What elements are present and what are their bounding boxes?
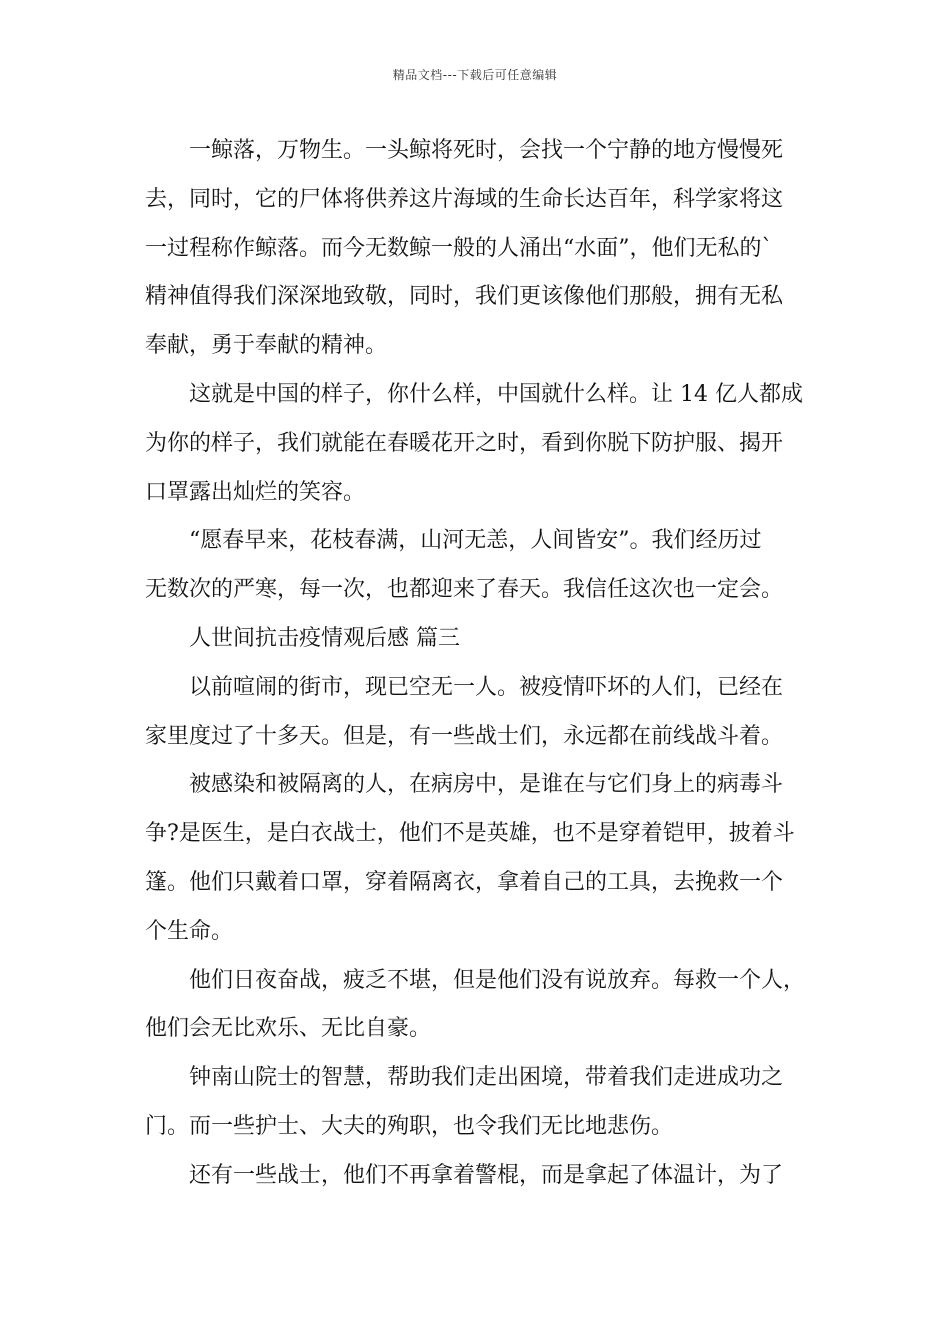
text-line: 钟南山院士的智慧，帮助我们走出困境，带着我们走进成功之 [189, 1065, 784, 1091]
section-heading: 人世间抗击疫情观后感 篇三 [189, 625, 460, 651]
text-line: 还有一些战士，他们不再拿着警棍，而是拿起了体温计，为了 [189, 1162, 784, 1188]
text-line: 被感染和被隔离的人，在病房中，是谁在与它们身上的病毒斗 [189, 772, 784, 798]
text-line: 无数次的严寒，每一次，也都迎来了春天。我信任这次也一定会。 [145, 577, 784, 603]
document-body [145, 127, 813, 1201]
text-line: 门。而一些护士、大夫的殉职，也令我们无比地悲伤。 [145, 1113, 674, 1139]
text-line: “愿春早来，花枝春满，山河无恙，人间皆安”。我们经历过 [189, 528, 762, 554]
page-header: 精品文档---下载后可任意编辑 [392, 68, 558, 82]
text-line: 以前喧闹的街市，现已空无一人。被疫情吓坏的人们，已经在 [189, 674, 784, 700]
text-line: 个生命。 [145, 918, 234, 944]
text-line: 他们会无比欢乐、无比自豪。 [145, 1016, 432, 1042]
text-line: 为你的样子，我们就能在春暖花开之时，看到你脱下防护服、揭开 [145, 430, 784, 456]
text-line: 家里度过了十多天。但是，有一些战士们，永远都在前线战斗着。 [145, 723, 784, 749]
text-line: 他们日夜奋战，疲乏不堪，但是他们没有说放弃。每救一个人， [189, 967, 806, 993]
text-line: 精神值得我们深深地致敬，同时，我们更该像他们那般，拥有无私 [145, 284, 784, 310]
text-line: 篷。他们只戴着口罩，穿着隔离衣，拿着自己的工具，去挽救一个 [145, 869, 784, 895]
text-line: 一鲸落，万物生。一头鲸将死时，会找一个宁静的地方慢慢死 [189, 138, 784, 163]
text-line: 奉献，勇于奉献的精神。 [145, 333, 388, 359]
text-line: 口罩露出灿烂的笑容。 [145, 479, 366, 505]
text-line: 一过程称作鲸落。而今无数鲸一般的人涌出“水面”，他们无私的` [145, 235, 773, 261]
text-line: 去，同时，它的尸体将供养这片海域的生命长达百年，科学家将这 [145, 186, 784, 212]
text-line: 这就是中国的样子，你什么样，中国就什么样。让 14 亿人都成 [189, 381, 803, 407]
text-line: 争?是医生，是白衣战士，他们不是英雄，也不是穿着铠甲，披着斗 [145, 821, 795, 847]
